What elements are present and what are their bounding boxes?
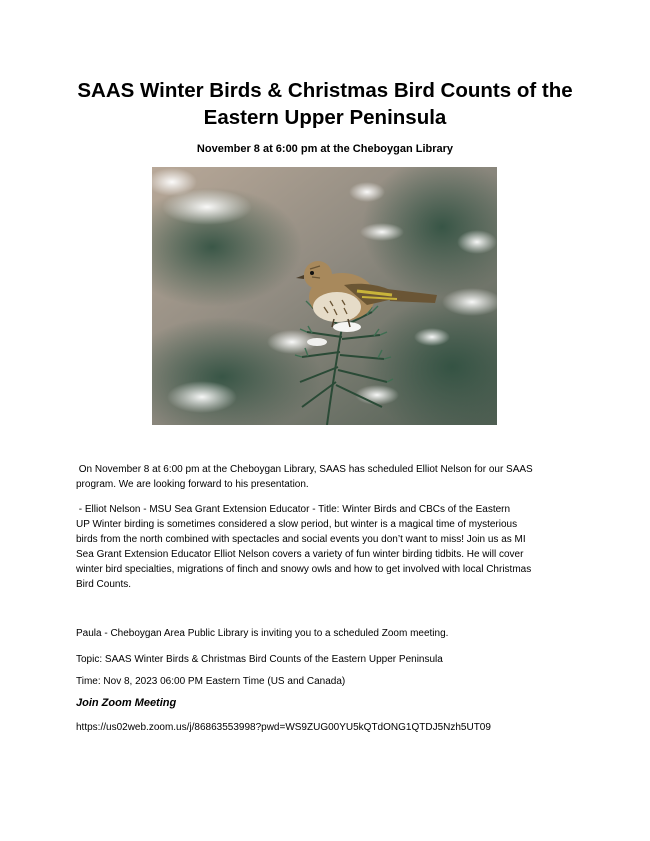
document-title — [40, 77, 610, 131]
zoom-topic-text: Topic: SAAS Winter Birds & Christmas Bird Counts of the Eastern Upper Peninsula — [76, 654, 443, 665]
zoom-meeting-link[interactable]: https://us02web.zoom.us/j/86863553998?pwd=WS9ZUG00YU5kQTdONG1QTDJ5Nzh5UT09 — [76, 722, 491, 733]
snow-clump — [457, 230, 497, 254]
snow-clump — [360, 223, 404, 241]
title-line-2: Eastern Upper Peninsula — [203, 106, 447, 129]
event-subtitle: November 8 at 6:00 pm at the Cheboygan Library — [196, 143, 454, 155]
snow-clump — [167, 381, 237, 413]
speaker-paragraph: - Elliot Nelson - MSU Sea Grant Extension Educator - Title: Winter Birds and CBCs of the Eastern UP Winter birding is sometimes considered a slow period, but winter is a magical time of mysterious birds from the north combined with spectacles and social events you don’t want to miss! Join us as MI Sea Grant Extension Educator Elliot Nelson covers a variety of fun winter birding tidbits. He will cover winter bird specialties, migrations of finch and snowy owls and how to get involved with local Christmas Bird Counts. — [76, 504, 532, 590]
title-line-1: SAAS Winter Birds & Christmas Bird Counts of the — [77, 79, 573, 102]
bird-photo — [152, 167, 497, 425]
branch-snow — [307, 338, 327, 346]
branch-snow — [333, 322, 361, 332]
snow-clump — [349, 182, 385, 202]
snow-clump — [355, 385, 399, 405]
intro-paragraph: On November 8 at 6:00 pm at the Cheboygan Library, SAAS has scheduled Elliot Nelson for our SAAS program. We are looking forward to his presentation. — [76, 464, 533, 490]
snow-clump — [414, 328, 450, 346]
join-zoom-heading: Join Zoom Meeting — [76, 697, 177, 709]
zoom-invite-text: Paula - Cheboygan Area Public Library is inviting you to a scheduled Zoom meeting. — [76, 628, 449, 639]
zoom-time-text: Time: Nov 8, 2023 06:00 PM Eastern Time (US and Canada) — [76, 676, 346, 687]
